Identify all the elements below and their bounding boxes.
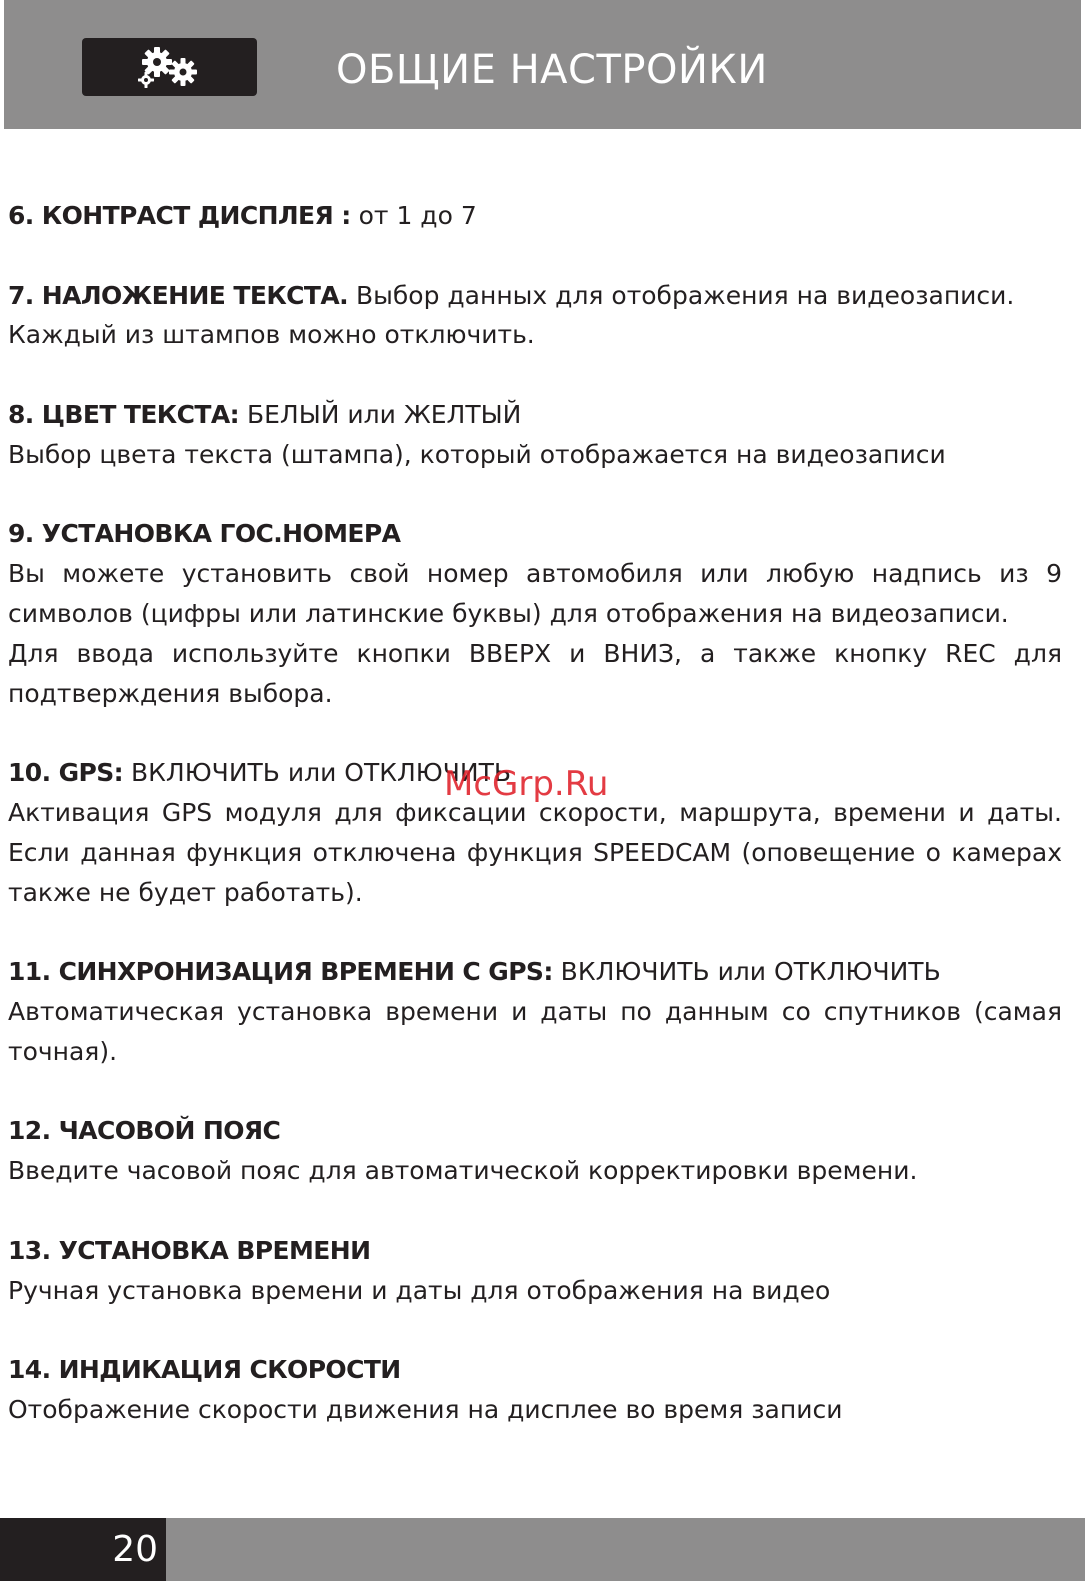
setting-heading: 12. ЧАСОВОЙ ПОЯС bbox=[8, 1116, 281, 1146]
setting-item-gps-time-sync bbox=[8, 952, 1062, 1071]
setting-description: Каждый из штампов можно отключить. bbox=[8, 320, 535, 350]
setting-item-plate-number bbox=[8, 514, 1062, 713]
setting-heading: 6. КОНТРАСТ ДИСПЛЕЯ : bbox=[8, 201, 351, 230]
setting-description: Выбор данных для отображения на видеозаписи. bbox=[348, 280, 1015, 310]
settings-list bbox=[8, 196, 1062, 1470]
setting-description: Ручная установка времени и даты для отображения на видео bbox=[8, 1275, 831, 1305]
setting-heading: 7. НАЛОЖЕНИЕ ТЕКСТА. bbox=[8, 280, 349, 310]
page-title: ОБЩИЕ НАСТРОЙКИ bbox=[336, 47, 768, 93]
setting-heading: 11. СИНХРОНИЗАЦИЯ ВРЕМЕНИ С GPS: bbox=[8, 957, 553, 987]
setting-description: Активация GPS модуля для фиксации скорости, маршрута, времени и даты. Если данная функция отключена функция SPEEDCAM (оповещение о камерах также не будет работать). bbox=[8, 797, 1062, 907]
setting-item-time-setup bbox=[8, 1231, 1062, 1311]
setting-item-display-contrast bbox=[8, 196, 1062, 236]
setting-heading: 13. УСТАНОВКА ВРЕМЕНИ bbox=[8, 1235, 371, 1265]
setting-description: Автоматическая установка времени и даты по данным со спутников (самая точная). bbox=[8, 996, 1062, 1066]
setting-description: Выбор цвета текста (штампа), который отображается на видеозаписи bbox=[8, 439, 946, 469]
setting-value: от 1 до 7 bbox=[350, 201, 477, 230]
setting-description: Введите часовой пояс для автоматической корректировки времени. bbox=[8, 1156, 918, 1186]
setting-heading: 10. GPS: bbox=[8, 758, 124, 788]
setting-value: ВКЛЮЧИТЬ или ОТКЛЮЧИТЬ bbox=[123, 758, 512, 788]
setting-heading: 8. ЦВЕТ ТЕКСТА: bbox=[8, 399, 239, 429]
setting-item-time-zone bbox=[8, 1111, 1062, 1191]
setting-value: ВКЛЮЧИТЬ или ОТКЛЮЧИТЬ bbox=[552, 957, 941, 987]
setting-value: БЕЛЫЙ или ЖЕЛТЫЙ bbox=[239, 399, 522, 429]
setting-description: Отображение скорости движения на дисплее во время записи bbox=[8, 1394, 843, 1424]
setting-item-text-color bbox=[8, 395, 1062, 475]
setting-item-text-overlay bbox=[8, 276, 1062, 356]
page-number-box bbox=[0, 1518, 166, 1581]
setting-item-speed-display bbox=[8, 1350, 1062, 1430]
watermark: McGrp.Ru bbox=[444, 764, 609, 804]
gears-icon bbox=[135, 44, 205, 90]
setting-description: Вы можете установить свой номер автомобиля или любую надпись из 9 символов (цифры или латинские буквы) для отображения на видеозаписи. bbox=[8, 559, 1062, 628]
page-number: 20 bbox=[112, 1529, 158, 1570]
setting-heading: 9. УСТАНОВКА ГОС.НОМЕРА bbox=[8, 519, 401, 549]
header-icon-box bbox=[82, 38, 257, 96]
setting-heading: 14. ИНДИКАЦИЯ СКОРОСТИ bbox=[8, 1355, 401, 1385]
page-footer bbox=[0, 1518, 1085, 1581]
page-header bbox=[4, 0, 1081, 129]
setting-description: Для ввода используйте кнопки ВВЕРХ и ВНИЗ, а также кнопку REC для подтверждения выбора. bbox=[8, 638, 1062, 708]
